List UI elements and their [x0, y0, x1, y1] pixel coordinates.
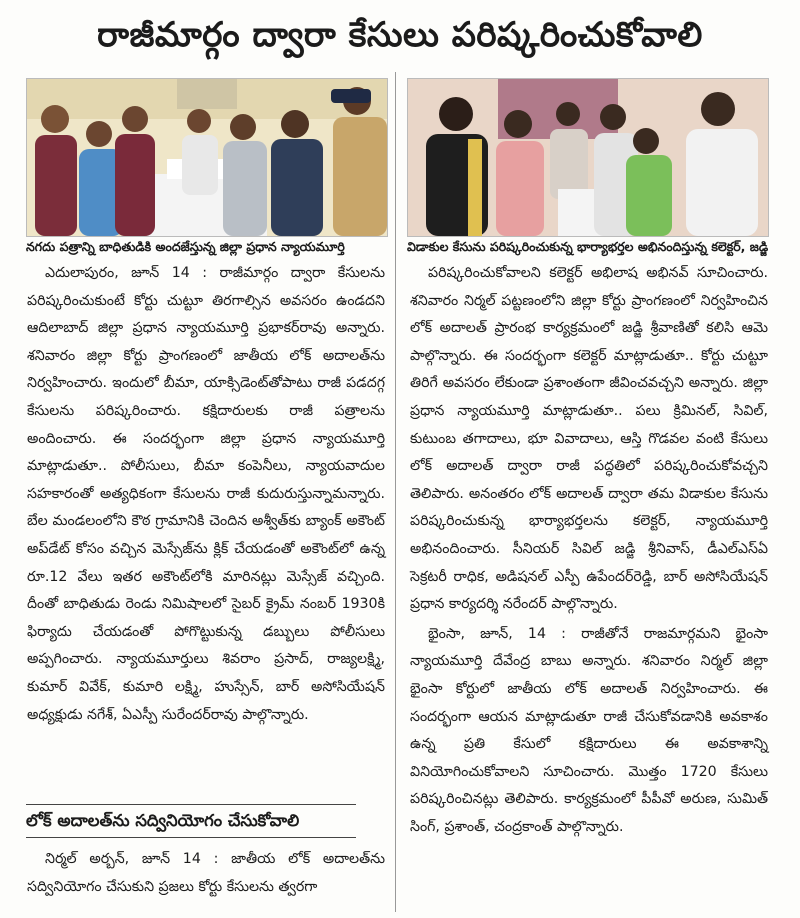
subhead: లోక్ అదాలత్‌ను సద్వినియోగం చేసుకోవాలి: [26, 811, 300, 830]
subhead-bottom-rule: [26, 837, 356, 838]
headline: రాజీమార్గం ద్వారా కేసులు పరిష్కరించుకోవాలి: [97, 15, 703, 55]
photo-left-caption: నగదు పత్రాన్ని బాధితుడికి అందజేస్తున్న జిల్లా ప్రధాన న్యాయమూర్తి: [26, 239, 345, 254]
left-paragraph-1: ఎదులాపురం, జూన్ 14 : రాజీమార్గం ద్వారా కేసులను పరిష్కరించుకుంటే కోర్టు చుట్టూ తిరగాల్సిన అవసరం ఉండదని ఆదిలాబాద్ జిల్లా ప్రధాన న్యాయమూర్తి ప్రభాకర్‌రావు అన్నారు. శనివారం జిల్లా కోర్టు ప్రాంగణంలో జాతీయ లోక్ అదాలత్‌ను నిర్వహించారు. ఇందులో బీమా, యాక్సిడెంట్‌తోపాటు రాజీ పడదగ్గ కేసులను పరిష్కరించారు. కక్షిదారులకు రాజీ పత్రాలను అందించారు. ఈ సందర్భంగా జిల్లా ప్రధాన న్యాయమూర్తి మాట్లాడుతూ.. పోలీసులు, బీమా కంపెనీలు, న్యాయవాదుల సహకారంతో అత్యధికంగా కేసులను రాజీ కుదురుస్తున్నామన్నారు. బేల మండలంలోని కౌఠ గ్రామానికి చెందిన అశ్వీత్‌కు బ్యాంక్ అకౌంట్ అప్‌డేట్ కోసం వచ్చిన మెస్సేజ్‌ను క్లిక్ చేయడంతో అకౌంట్‌లో ఉన్న రూ.12 వేలు ఇతర అకౌంట్‌లోకి మారినట్లు మెస్సేజ్ వచ్చింది. దీంతో బాధితుడు రెండు నిమిషాలలో సైబర్ క్రైమ్ నంబర్ 1930కి ఫిర్యాదు చేయడంతో పోగొట్టుకున్న డబ్బులు పోలీసులు అప్పగించారు. న్యాయమూర్తులు శివరాం ప్రసాద్, రాజ్యలక్ష్మి, కుమార్ వివేక్, కుమారి లక్ష్మి, హుస్సేన్, బార్ అసోసియేషన్ అధ్యక్షుడు నగేశ్, ఏఎస్పీ సురేందర్‌రావు పాల్గొన్నారు.: [27, 265, 385, 723]
left-column-continued: [27, 846, 385, 901]
photo-right: [407, 78, 769, 237]
right-column: [410, 260, 768, 841]
left-column: [27, 260, 385, 729]
photo-left: [26, 78, 388, 237]
subhead-top-rule: [26, 804, 356, 805]
right-paragraph-2: భైంసా, జూన్, 14 : రాజీతోనే రాజమార్గమని భైంసా న్యాయమూర్తి దేవేంద్ర బాబు అన్నారు. శనివారం నిర్మల్ జిల్లా భైంసా కోర్టులో జాతీయ లోక్ అదాలత్ నిర్వహించారు. ఈ సందర్భంగా ఆయన మాట్లాడుతూ రాజీ చేసుకోవడానికి అవకాశం ఉన్న ప్రతి కేసులో కక్షిదారులు ఈ అవకాశాన్ని వినియోగించుకోవాలని సూచించారు. మొత్తం 1720 కేసులు పరిష్కరించినట్లు తెలిపారు. కార్యక్రమంలో పీపీవో అరుణ, సుమిత్ సింగ్, ప్రశాంత్, చంద్రకాంత్ పాల్గొన్నారు.: [410, 625, 768, 835]
column-divider: [395, 72, 396, 912]
right-paragraph-1: పరిష్కరించుకోవాలని కలెక్టర్ అభిలాష అభినవ్ సూచించారు. శనివారం నిర్మల్ పట్టణంలోని జిల్లా కోర్టు ప్రాంగణంలో నిర్వహించిన లోక్ అదాలత్ ప్రారంభ కార్యక్రమంలో జడ్జి శ్రీవాణితో కలిసి ఆమె పాల్గొన్నారు. ఈ సందర్భంగా కలెక్టర్ మాట్లాడుతూ.. కోర్టు చుట్టూ తిరిగే అవసరం లేకుండా ప్రశాంతంగా జీవించవచ్చని అన్నారు. జిల్లా ప్రధాన న్యాయమూర్తి మాట్లాడుతూ.. పలు క్రిమినల్, సివిల్, కుటుంబ తగాదాలు, భూ వివాదాలు, ఆస్తి గొడవల వంటి కేసులు లోక్ అదాలత్ ద్వారా రాజీ పద్ధతిలో పరిష్కరించుకోవచ్చని తెలిపారు. అనంతరం లోక్ అదాలత్ ద్వారా తమ విడాకుల కేసును పరిష్కరించుకున్న భార్యాభర్తలను కలెక్టర్, న్యాయమూర్తి అభినందించారు. సీనియర్ సివిల్ జడ్జి శ్రీనివాస్, డీఎల్ఎస్ఏ సెక్రటరీ రాధిక, అడిషనల్ ఎస్పీ ఉపేందర్‌రెడ్డి, బార్ అసోసియేషన్ ప్రధాన కార్యదర్శి నరేందర్ పాల్గొన్నారు.: [410, 265, 768, 613]
photo-right-caption: విడాకుల కేసును పరిష్కరించుకున్న భార్యాభర్తల అభినందిస్తున్న కలెక్టర్, జడ్జి: [407, 239, 769, 254]
left-paragraph-2: నిర్మల్ అర్బన్, జూన్ 14 : జాతీయ లోక్ అదాలత్‌ను సద్వినియోగం చేసుకుని ప్రజలు కోర్టు కేసులను త్వరగా: [27, 851, 385, 895]
